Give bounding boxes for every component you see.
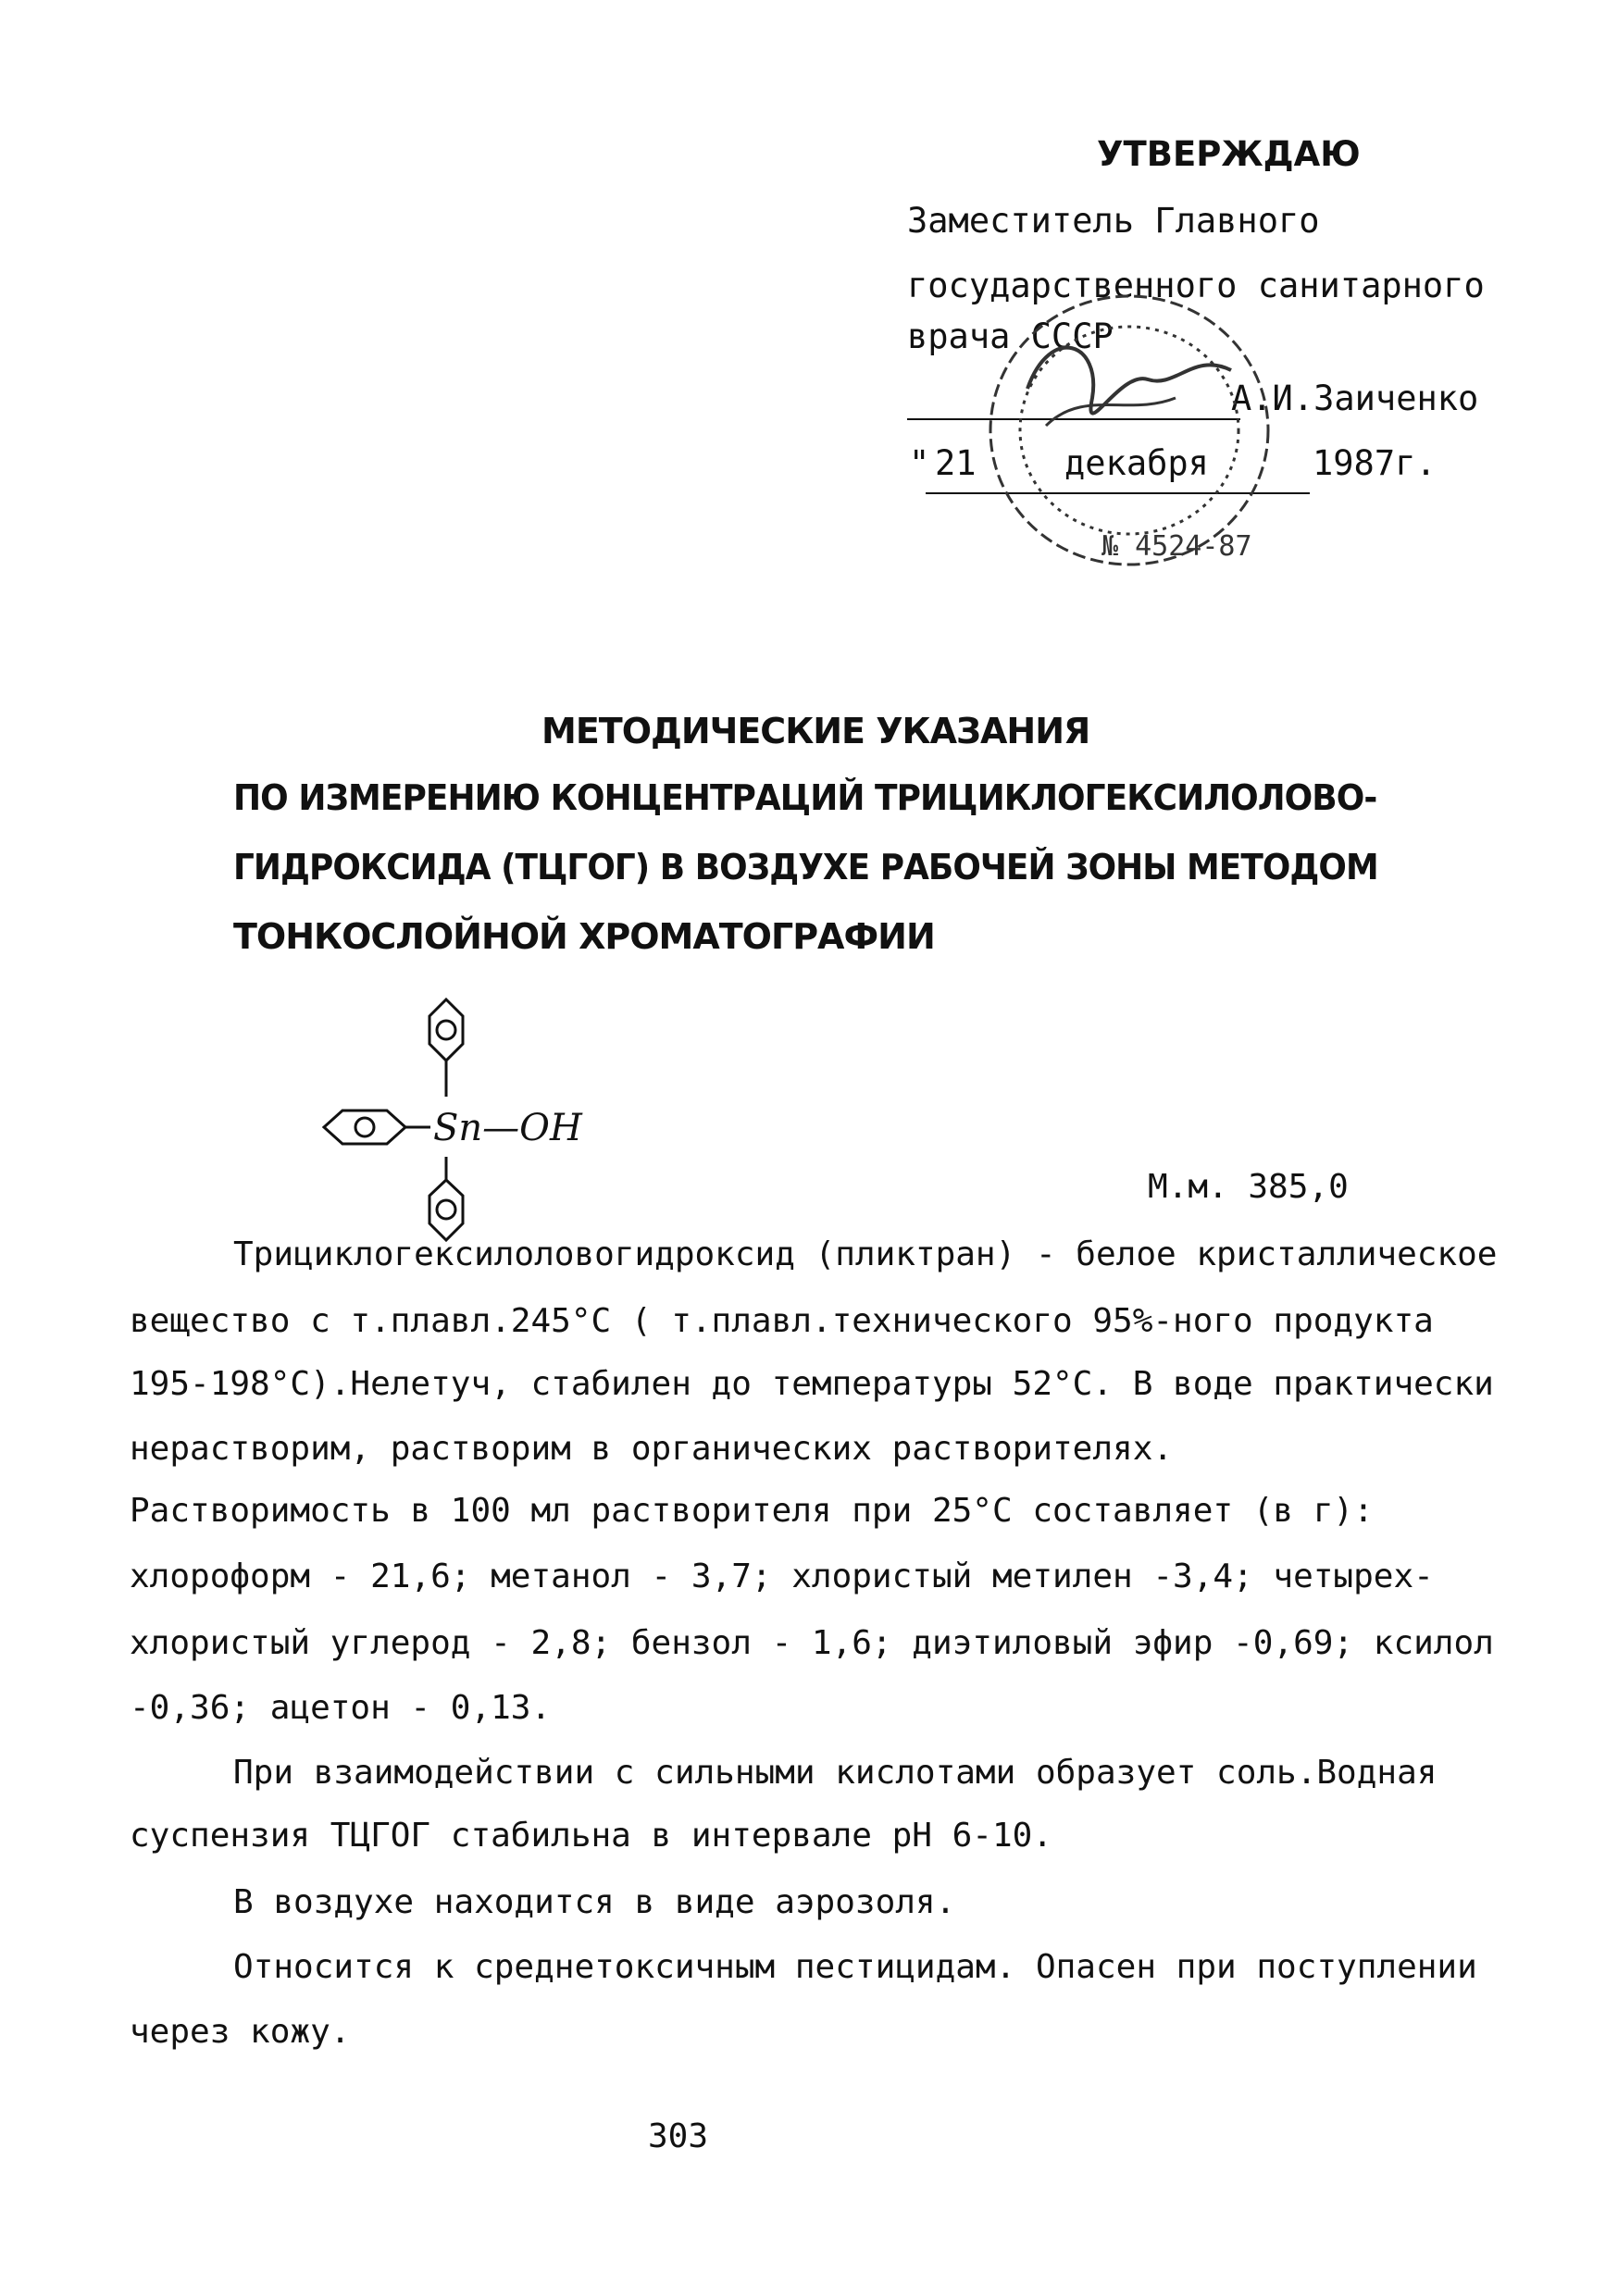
official-stamp <box>963 287 1277 574</box>
structural-formula <box>315 990 648 1249</box>
approval-position-line3: врача СССР <box>907 316 1114 356</box>
title-line3: ГИДРОКСИДА (ТЦГОГ) В ВОЗДУХЕ РАБОЧЕЙ ЗОНЫ МЕТОДОМ <box>233 847 1378 887</box>
approval-date-day: 21 <box>935 443 977 483</box>
p1-line1: Трициклогексилоловогидроксид (пликтран) - белое кристаллическое <box>233 1235 1498 1273</box>
approval-date-year: 1987г. <box>1313 443 1437 483</box>
p5-line1: Относится к среднетоксичным пестицидам. Опасен при поступлении <box>233 1948 1477 1986</box>
p3-line2: суспензия ТЦГОГ стабильна в интервале рН 6-10. <box>130 1817 1052 1855</box>
p2-line2: хлороформ - 21,6; метанол - 3,7; хлористый метилен -3,4; четырех- <box>130 1558 1434 1595</box>
formula-label: Sn—OH <box>433 1107 582 1149</box>
p3-line1: При взаимодействии с сильными кислотами образует соль.Водная <box>233 1754 1438 1792</box>
bottom-benzene-ring-icon <box>429 1180 463 1240</box>
top-benzene-ring-icon <box>429 999 463 1061</box>
p1-line4: нерастворим, растворим в органических растворителях. <box>130 1430 1174 1468</box>
p2-line4: -0,36; ацетон - 0,13. <box>130 1689 552 1727</box>
stamp-reg-number: № 4524-87 <box>1101 530 1252 563</box>
left-benzene-ring-icon <box>324 1111 405 1144</box>
date-open-quote: " <box>909 443 930 483</box>
p2-line3: хлористый углерод - 2,8; бензол - 1,6; диэтиловый эфир -0,69; ксилол <box>130 1624 1494 1662</box>
title-line4: ТОНКОСЛОЙНОЙ ХРОМАТОГРАФИИ <box>233 916 935 957</box>
approval-signer: А.И.Заиченко <box>1231 379 1479 418</box>
molecular-mass: М.м. 385,0 <box>1148 1168 1349 1206</box>
p4-line: В воздухе находится в виде аэрозоля. <box>233 1883 956 1921</box>
approval-heading: УТВЕРЖДАЮ <box>1097 134 1361 174</box>
approval-position-line2: государственного санитарного <box>907 266 1485 305</box>
title-line2: ПО ИЗМЕРЕНИЮ КОНЦЕНТРАЦИЙ ТРИЦИКЛОГЕКСИЛОЛОВО- <box>233 777 1377 818</box>
title-line1: МЕТОДИЧЕСКИЕ УКАЗАНИЯ <box>541 711 1090 751</box>
p5-line2: через кожу. <box>130 2013 351 2051</box>
approval-date-month: декабря <box>1064 443 1209 483</box>
approval-position-line1: Заместитель Главного <box>907 201 1320 241</box>
p1-line2: вещество с т.плавл.245°С ( т.плавл.технического 95%-ного продукта <box>130 1302 1434 1340</box>
page-number: 303 <box>648 2117 709 2155</box>
p2-line1: Растворимость в 100 мл растворителя при 25°С составляет (в г): <box>130 1492 1374 1530</box>
p1-line3: 195-198°С).Нелетуч, стабилен до температуры 52°С. В воде практически <box>130 1365 1494 1403</box>
